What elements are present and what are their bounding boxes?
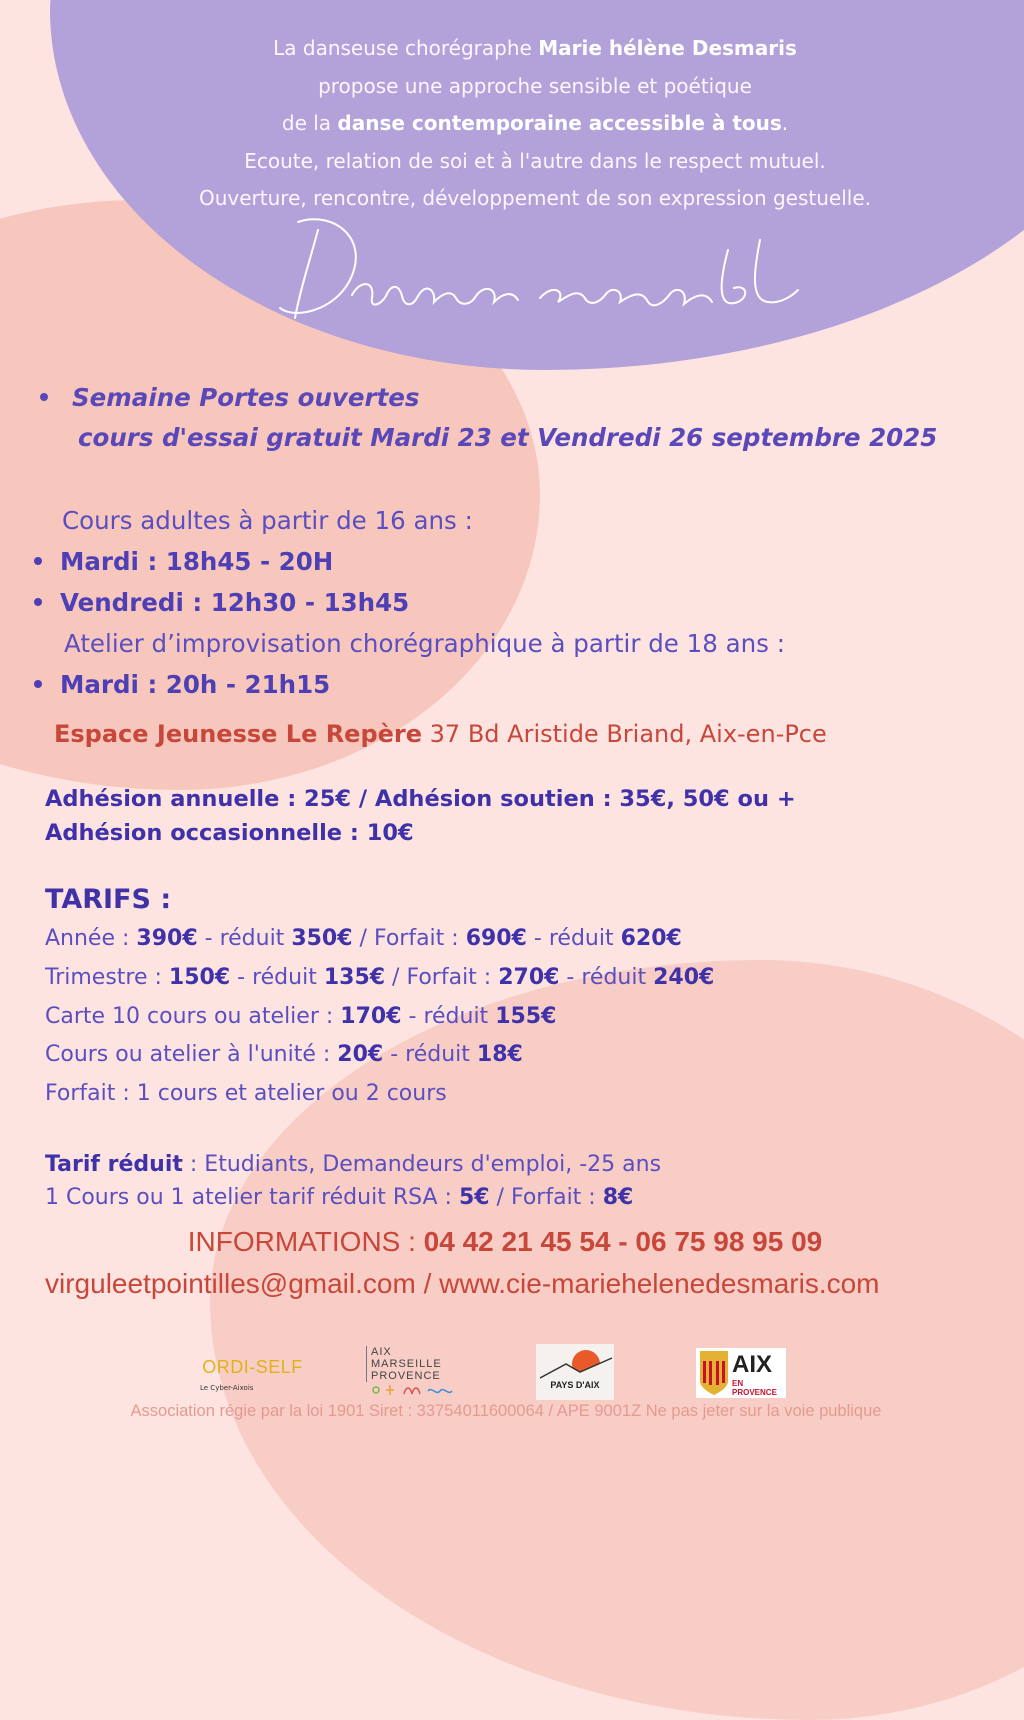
phone-numbers[interactable]: 04 42 21 45 54 - 06 75 98 95 09 [423,1226,823,1257]
tarif-row: Cours ou atelier à l'unité : 20€ - réduit 18€ [45,1042,523,1068]
forfait-note: Forfait : 1 cours et atelier ou 2 cours [45,1081,447,1107]
reduced-rate-label: Tarif réduit [45,1152,183,1177]
informations-line: INFORMATIONS : 04 42 21 45 54 - 06 75 98 95 09 [187,1226,823,1257]
ordi-self-logo: ORDI-SELF Le Cyber-Aixois [200,1357,303,1392]
intro-text: La danseuse chorégraphe Marie hélène Desmaris propose une approche sensible et poétique de la danse contemporaine accessible à tous. Ecoute, relation de soi et à l'autre dans le respect mutuel. Ouverture, rencontre, développement de son expression gestuelle. [198,36,871,210]
amp-logo-icons [366,1382,456,1398]
pays-d-aix-logo: PAYS D'AIX [536,1344,614,1400]
venue [54,720,827,748]
bullet-icon [34,598,42,606]
tarif-row: Trimestre : 150€ - réduit 135€ / Forfait : 270€ - réduit 240€ [45,964,715,990]
tarif-row: Carte 10 cours ou atelier : 170€ - réduit 155€ [45,1003,557,1029]
bullet-icon [40,393,48,401]
membership-fees: Adhésion annuelle : 25€ / Adhésion soutien : 35€, 50€ ou + Adhésion occasionnelle : 10€ [45,786,796,846]
schedule-item: Mardi : 20h - 21h15 [34,664,785,705]
workshop-heading: Atelier d’improvisation chorégraphique à partir de 18 ans : [64,629,785,658]
venue-address: 37 Bd Aristide Briand, Aix-en-Pce [422,720,827,748]
adult-courses-heading: Cours adultes à partir de 16 ans : [62,506,473,535]
open-week-announcement: Semaine Portes ouvertes cours d'essai gratuit Mardi 23 et Vendredi 26 septembre 2025 [40,378,937,458]
course-schedule [34,500,785,705]
bullet-icon [34,557,42,565]
tarifs-heading: TARIFS : [45,884,172,915]
pays-d-aix-emblem [536,1344,614,1380]
script-title-danser-ensemble [240,210,840,330]
choreographer-name: Marie hélène Desmaris [538,36,797,60]
venue-name: Espace Jeunesse Le Repère [54,720,423,748]
legal-footer: Association régie par la loi 1901 Siret : 33754011600064 / APE 9001Z Ne pas jeter sur la voie publique [130,1402,882,1420]
aix-coat-of-arms-icon [698,1351,730,1395]
tarif-row: Année : 390€ - réduit 350€ / Forfait : 690€ - réduit 620€ [45,926,682,951]
bullet-icon [34,680,42,688]
reduced-rate: Tarif réduit : Etudiants, Demandeurs d'emploi, -25 ans 1 Cours ou 1 atelier tarif réduit RSA : 5€ / Forfait : 8€ [45,1152,662,1210]
tarifs-section [45,880,714,1114]
schedule-item: Vendredi : 12h30 - 13h45 [34,582,785,623]
aix-en-provence-logo: AIX EN PROVENCE [696,1348,786,1398]
contact-email-website[interactable]: virguleetpointilles@gmail.com / www.cie-mariehelenedesmaris.com [45,1268,880,1299]
schedule-item: Mardi : 18h45 - 20H [34,541,785,582]
aix-marseille-provence-logo: AIX MARSEILLE PROVENCE [366,1346,456,1402]
